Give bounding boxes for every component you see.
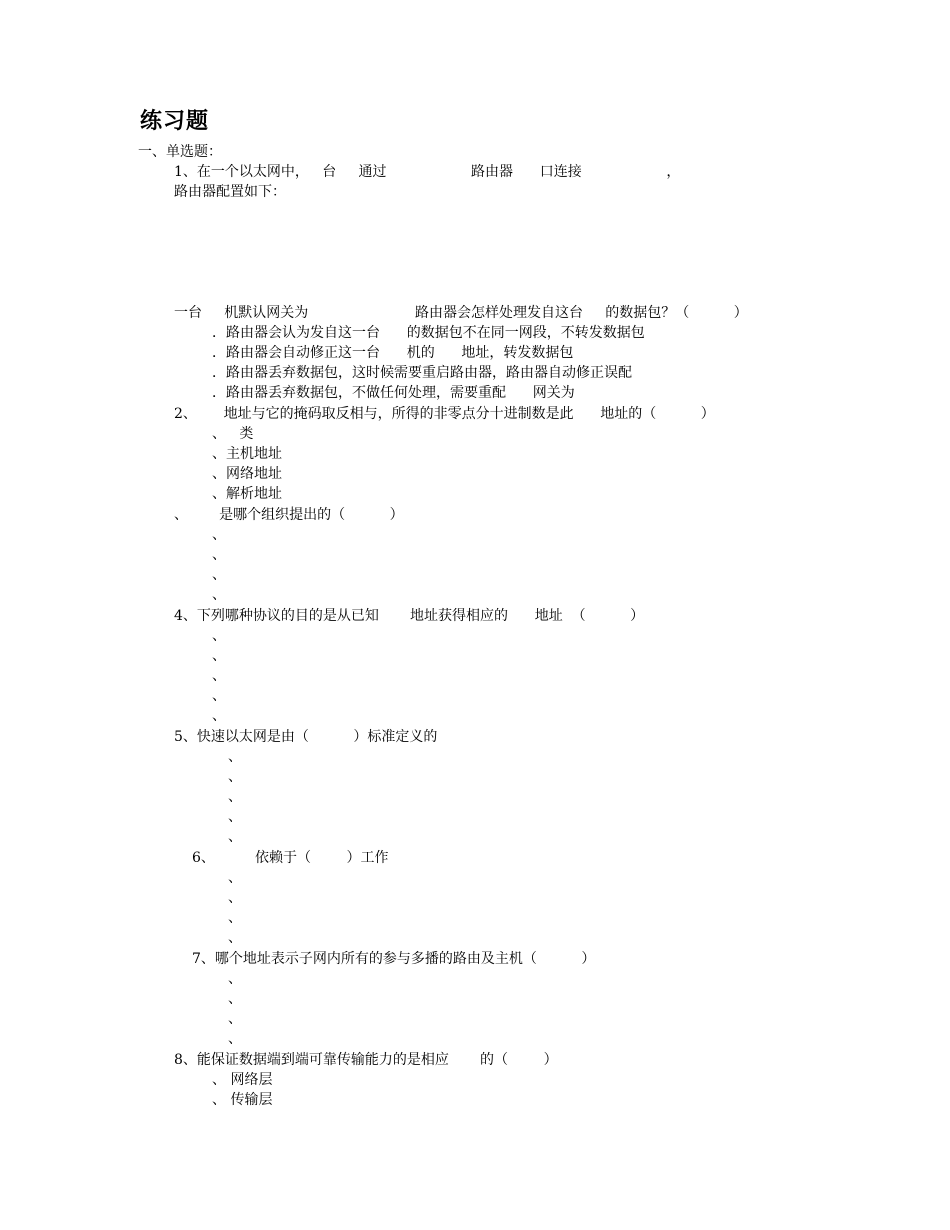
question-2-option: 、解析地址: [212, 486, 282, 502]
question-3-option: 、: [212, 547, 226, 563]
question-1-prompt: 一台 机默认网关为 路由器会怎样处理发自这台 的数据包？（ ）: [174, 305, 748, 321]
question-7-option: 、: [228, 1011, 242, 1027]
question-8-option: 、 传输层: [212, 1092, 273, 1108]
question-5-option: 、: [228, 769, 242, 785]
question-3-text: 、 是哪个组织提出的（ ）: [174, 507, 404, 523]
question-8-text: 8、能保证数据端到端可靠传输能力的是相应 的（ ）: [174, 1052, 558, 1068]
question-2-option: 、网络地址: [212, 466, 282, 482]
question-5-option: 、: [228, 789, 242, 805]
section-heading: 一、单选题：: [138, 144, 222, 160]
question-1-text: 1、在一个以太网中， 台 通过 路由器 口连接 ，: [174, 164, 681, 180]
question-2-option: 、 类: [212, 426, 254, 442]
question-6-option: 、: [228, 870, 242, 886]
question-6-option: 、: [228, 910, 242, 926]
question-1-option: ．路由器会自动修正这一台 机的 地址，转发数据包: [212, 345, 574, 361]
question-4-option: 、: [212, 708, 226, 724]
question-7-text: 7、哪个地址表示子网内所有的参与多播的路由及主机（ ）: [192, 951, 596, 967]
page-title: 练习题: [140, 109, 210, 134]
question-1-option: ．路由器丢弃数据包，这时候需要重启路由器，路由器自动修正误配: [212, 365, 632, 381]
question-5-text: 5、快速以太网是由（ ）标准定义的: [174, 729, 438, 745]
question-7-option: 、: [228, 1031, 242, 1047]
question-7-option: 、: [228, 971, 242, 987]
question-2-text: 2、 地址与它的掩码取反相与，所得的非零点分十进制数是此 地址的（ ）: [174, 406, 715, 422]
question-3-option: 、: [212, 567, 226, 583]
question-5-option: 、: [228, 749, 242, 765]
question-3-option: 、: [212, 527, 226, 543]
question-7-option: 、: [228, 991, 242, 1007]
question-8-option: 、 网络层: [212, 1072, 273, 1088]
question-2-option: 、主机地址: [212, 446, 282, 462]
question-4-option: 、: [212, 688, 226, 704]
question-4-text: 4、下列哪种协议的目的是从已知 地址获得相应的 地址 （ ）: [174, 608, 645, 624]
question-6-option: 、: [228, 890, 242, 906]
question-4-option: 、: [212, 668, 226, 684]
question-1-option: ．路由器会认为发自这一台 的数据包不在同一网段，不转发数据包: [212, 325, 645, 341]
question-3-option: 、: [212, 587, 226, 603]
question-1-option: ．路由器丢弃数据包，不做任何处理，需要重配 网关为: [212, 385, 575, 401]
question-1-text-cont: 路由器配置如下：: [174, 184, 286, 200]
question-5-option: 、: [228, 829, 242, 845]
question-6-option: 、: [228, 930, 242, 946]
question-6-text: 6、 依赖于（ ）工作: [192, 850, 389, 866]
question-4-option: 、: [212, 648, 226, 664]
question-4-option: 、: [212, 628, 226, 644]
question-5-option: 、: [228, 809, 242, 825]
